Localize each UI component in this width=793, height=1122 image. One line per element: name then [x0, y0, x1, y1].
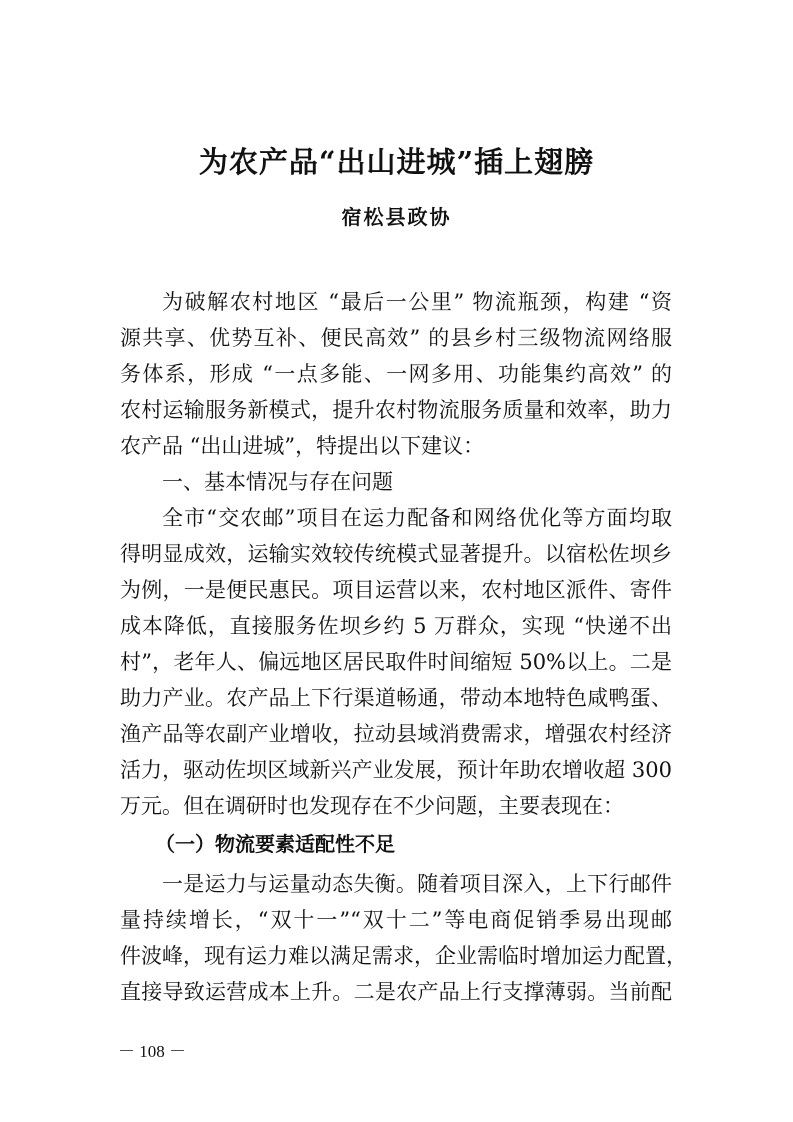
paragraph-line: 农村运输服务新模式，提升农村物流服务质量和效率，助力 [120, 398, 672, 422]
document-author: 宿松县政协 [341, 205, 452, 229]
paragraph-line: 件波峰，现有运力难以满足需求，企业需临时增加运力配置， [120, 944, 687, 968]
subsection-heading: （一）物流要素适配性不足 [155, 832, 395, 856]
paragraph-line: 直接导致运营成本上升。二是农产品上行支撑薄弱。当前配 [120, 980, 672, 1004]
paragraph-line: 助力产业。农产品上下行渠道畅通，带动本地特色咸鸭蛋、 [120, 686, 672, 710]
paragraph-line: 全市“交农邮”项目在运力配备和网络优化等方面均取 [162, 506, 672, 530]
paragraph-line: 量持续增长，“双十一”“双十二”等电商促销季易出现邮 [120, 908, 672, 932]
paragraph-line: 万元。但在调研时也发现存在不少问题，主要表现在： [120, 794, 624, 818]
paragraph-line: 源共享、优势互补、便民高效” 的县乡村三级物流网络服 [120, 326, 672, 350]
paragraph-line: 渔产品等农副产业增收，拉动县域消费需求，增强农村经济 [120, 722, 672, 746]
paragraph-line: 农产品 “出山进城”，特提出以下建议： [120, 434, 485, 458]
paragraph-line: 村”，老年人、偏远地区居民取件时间缩短 50%以上。二是 [120, 650, 672, 674]
paragraph-line: 得明显成效，运输实效较传统模式显著提升。以宿松佐坝乡 [120, 542, 672, 566]
page-number: － 108 － [118, 1042, 186, 1061]
paragraph-line: 为例，一是便民惠民。项目运营以来，农村地区派件、寄件 [120, 578, 672, 602]
paragraph-line: 活力，驱动佐坝区域新兴产业发展，预计年助农增收超 300 [120, 758, 672, 782]
section-heading: 一、基本情况与存在问题 [162, 470, 393, 494]
paragraph-line: 成本降低，直接服务佐坝乡约 5 万群众，实现 “快递不出 [120, 614, 672, 638]
paragraph-line: 一是运力与运量动态失衡。随着项目深入，上下行邮件 [162, 872, 672, 896]
paragraph-line: 为破解农村地区 “最后一公里” 物流瓶颈，构建 “资 [162, 290, 672, 314]
document-title: 为农产品“出山进城”插上翅膀 [198, 145, 595, 179]
paragraph-line: 务体系，形成 “一点多能、一网多用、功能集约高效” 的 [120, 362, 672, 386]
